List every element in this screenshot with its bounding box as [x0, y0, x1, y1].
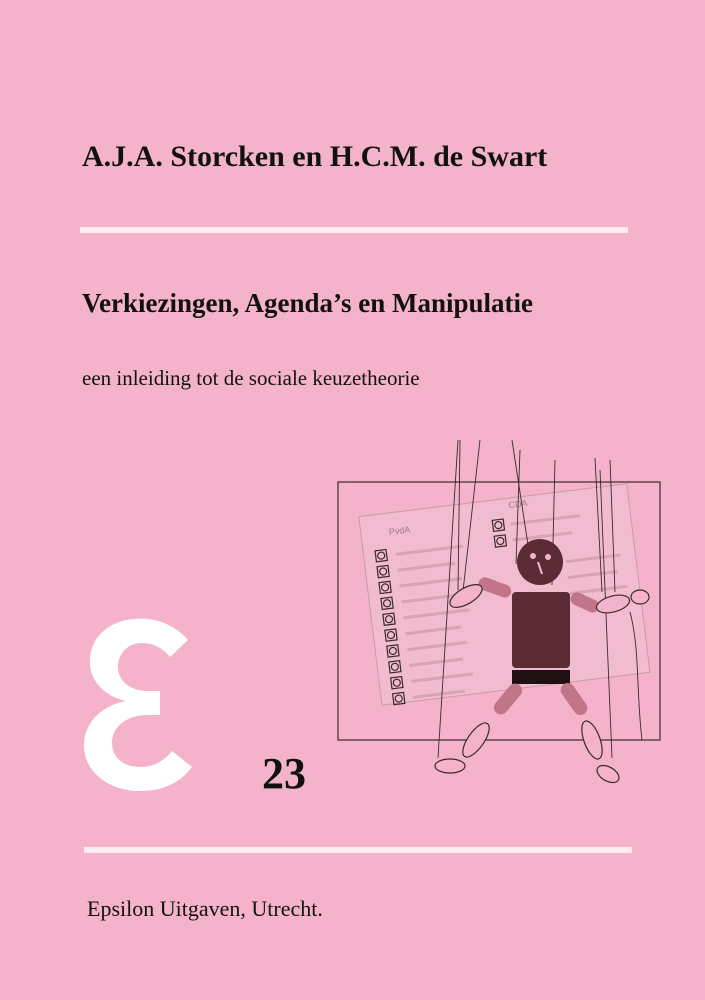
- series-number: 23: [262, 749, 306, 798]
- ballot-party-right: CDA: [507, 497, 529, 511]
- epsilon-logo-icon: [68, 605, 208, 805]
- book-title: Verkiezingen, Agenda’s en Manipulatie: [82, 288, 534, 318]
- puppet-ballot-illustration: [330, 440, 670, 800]
- authors: A.J.A. Storcken en H.C.M. de Swart: [82, 140, 548, 173]
- divider-top: [80, 227, 628, 233]
- divider-bottom: [84, 847, 632, 853]
- ballot-party-left: PvdA: [388, 524, 411, 537]
- book-subtitle: een inleiding tot de sociale keuzetheorie: [82, 366, 420, 390]
- publisher: Epsilon Uitgaven, Utrecht.: [87, 896, 323, 921]
